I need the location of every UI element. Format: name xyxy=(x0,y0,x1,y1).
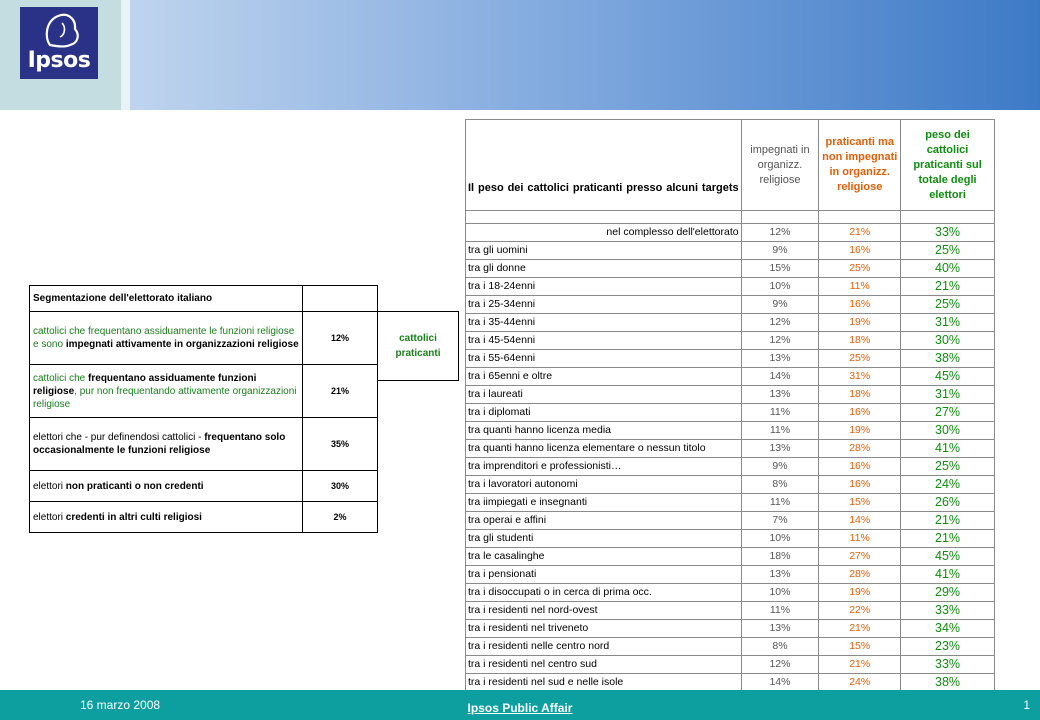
target-label: tra i residenti nel triveneto xyxy=(466,620,742,638)
peso-value: 21% xyxy=(901,530,995,548)
impegnati-value: 15% xyxy=(741,260,819,278)
praticanti-value: 15% xyxy=(819,494,901,512)
table-row xyxy=(466,656,995,674)
header-targets: Il peso dei cattolici praticanti presso alcuni targets xyxy=(466,120,742,211)
impegnati-value: 9% xyxy=(741,242,819,260)
peso-value: 25% xyxy=(901,296,995,314)
praticanti-value: 11% xyxy=(819,530,901,548)
impegnati-value: 8% xyxy=(741,638,819,656)
praticanti-value: 16% xyxy=(819,296,901,314)
table-row xyxy=(466,260,995,278)
table-row xyxy=(466,368,995,386)
praticanti-value: 19% xyxy=(819,422,901,440)
table-row xyxy=(466,674,995,692)
spacer-cell xyxy=(741,211,819,224)
praticanti-value: 19% xyxy=(819,584,901,602)
segmentation-text-part: elettori xyxy=(33,511,66,523)
target-label: tra operai e affini xyxy=(466,512,742,530)
peso-value: 41% xyxy=(901,566,995,584)
segmentation-value: 30% xyxy=(303,471,378,502)
target-label: tra i disoccupati o in cerca di prima occ. xyxy=(466,584,742,602)
impegnati-value: 11% xyxy=(741,422,819,440)
impegnati-value: 11% xyxy=(741,602,819,620)
ipsos-logo xyxy=(20,7,98,79)
segmentation-description xyxy=(30,471,303,502)
impegnati-value: 18% xyxy=(741,548,819,566)
praticanti-value: 16% xyxy=(819,242,901,260)
praticanti-value: 16% xyxy=(819,404,901,422)
target-label: tra i residenti nelle centro nord xyxy=(466,638,742,656)
peso-value: 41% xyxy=(901,440,995,458)
target-label: tra quanti hanno licenza elementare o nessun titolo xyxy=(466,440,742,458)
spacer-cell xyxy=(466,211,742,224)
segmentation-header-row xyxy=(30,286,378,312)
segmentation-row xyxy=(30,471,378,502)
target-label: tra i 35-44enni xyxy=(466,314,742,332)
segmentation-text-part: non praticanti o non credenti xyxy=(65,480,204,492)
segmentation-row xyxy=(30,418,378,471)
impegnati-value: 12% xyxy=(741,314,819,332)
table-row xyxy=(466,350,995,368)
praticanti-value: 16% xyxy=(819,476,901,494)
segmentation-text-part: credenti in altri culti religiosi xyxy=(65,511,202,523)
table-row xyxy=(466,386,995,404)
peso-value: 21% xyxy=(901,278,995,296)
impegnati-value: 13% xyxy=(741,350,819,368)
segmentation-text-part: cattolici che xyxy=(33,372,89,384)
table-row xyxy=(466,548,995,566)
table-row xyxy=(466,638,995,656)
peso-value: 38% xyxy=(901,350,995,368)
table-row xyxy=(466,422,995,440)
segmentation-text-part: elettori xyxy=(33,480,66,492)
impegnati-value: 12% xyxy=(741,332,819,350)
peso-value: 30% xyxy=(901,332,995,350)
table-row xyxy=(466,224,995,242)
segmentation-text-part: frequentano assiduamente funzioni religiose xyxy=(33,372,257,397)
table-row xyxy=(466,602,995,620)
target-label: tra i laureati xyxy=(466,386,742,404)
praticanti-value: 11% xyxy=(819,278,901,296)
segmentation-value: 35% xyxy=(303,418,378,471)
impegnati-value: 13% xyxy=(741,386,819,404)
table-row xyxy=(466,458,995,476)
segmentation-text-part: cattolici che frequentano assiduamente le funzioni religiose e sono xyxy=(33,326,295,350)
impegnati-value: 12% xyxy=(741,656,819,674)
peso-value: 21% xyxy=(901,512,995,530)
target-label: tra i 45-54enni xyxy=(466,332,742,350)
peso-value: 45% xyxy=(901,368,995,386)
praticanti-value: 16% xyxy=(819,458,901,476)
impegnati-value: 13% xyxy=(741,620,819,638)
impegnati-value: 10% xyxy=(741,530,819,548)
header-peso: peso dei cattolici praticanti sul totale degli elettori xyxy=(901,120,995,211)
target-label: tra i 55-64enni xyxy=(466,350,742,368)
table-row xyxy=(466,332,995,350)
targets-header-row xyxy=(466,120,995,211)
praticanti-value: 31% xyxy=(819,368,901,386)
peso-value: 25% xyxy=(901,242,995,260)
peso-value: 45% xyxy=(901,548,995,566)
impegnati-value: 9% xyxy=(741,458,819,476)
peso-value: 31% xyxy=(901,314,995,332)
table-row xyxy=(466,494,995,512)
segmentation-row xyxy=(30,312,378,365)
peso-value: 33% xyxy=(901,224,995,242)
peso-value: 23% xyxy=(901,638,995,656)
praticanti-value: 22% xyxy=(819,602,901,620)
impegnati-value: 10% xyxy=(741,278,819,296)
table-row xyxy=(466,296,995,314)
peso-value: 26% xyxy=(901,494,995,512)
praticanti-value: 18% xyxy=(819,332,901,350)
table-row xyxy=(466,440,995,458)
footer xyxy=(0,690,1040,720)
praticanti-value: 21% xyxy=(819,620,901,638)
peso-value: 40% xyxy=(901,260,995,278)
table-row xyxy=(466,404,995,422)
segmentation-text-part: frequentano solo occasionalmente le funzioni religiose xyxy=(33,432,286,456)
target-label: tra i 65enni e oltre xyxy=(466,368,742,386)
peso-value: 27% xyxy=(901,404,995,422)
impegnati-value: 9% xyxy=(741,296,819,314)
praticanti-value: 18% xyxy=(819,386,901,404)
spacer-cell xyxy=(819,211,901,224)
segmentation-header-empty xyxy=(303,286,378,312)
impegnati-value: 13% xyxy=(741,440,819,458)
header-band xyxy=(0,0,1040,110)
impegnati-value: 13% xyxy=(741,566,819,584)
praticanti-value: 28% xyxy=(819,440,901,458)
table-row xyxy=(466,476,995,494)
header-impegnati: impegnati in organizz. religiose xyxy=(741,120,819,211)
spacer-row xyxy=(466,211,995,224)
segmentation-text-part: impegnati attivamente in organizzazioni religiose xyxy=(65,339,299,350)
table-row xyxy=(466,584,995,602)
target-label: nel complesso dell'elettorato xyxy=(466,224,742,242)
segmentation-value: 12% xyxy=(303,312,378,365)
brace-label-text: cattolici praticanti xyxy=(395,333,441,359)
peso-value: 30% xyxy=(901,422,995,440)
impegnati-value: 14% xyxy=(741,674,819,692)
praticanti-value: 14% xyxy=(819,512,901,530)
logo-text: Ipsos xyxy=(27,48,91,73)
footer-date: 16 marzo 2008 xyxy=(80,698,161,712)
target-label: tra iimpiegati e insegnanti xyxy=(466,494,742,512)
peso-value: 31% xyxy=(901,386,995,404)
brace-label xyxy=(377,311,459,381)
target-label: tra i residenti nel nord-ovest xyxy=(466,602,742,620)
impegnati-value: 8% xyxy=(741,476,819,494)
peso-value: 38% xyxy=(901,674,995,692)
impegnati-value: 11% xyxy=(741,494,819,512)
target-label: tra i 25-34enni xyxy=(466,296,742,314)
peso-value: 24% xyxy=(901,476,995,494)
table-row xyxy=(466,530,995,548)
segmentation-description xyxy=(30,365,303,418)
target-label: tra i residenti nel centro sud xyxy=(466,656,742,674)
peso-value: 34% xyxy=(901,620,995,638)
target-label: tra gli uomini xyxy=(466,242,742,260)
segmentation-description xyxy=(30,418,303,471)
target-label: tra gli studenti xyxy=(466,530,742,548)
target-label: tra i diplomati xyxy=(466,404,742,422)
praticanti-value: 21% xyxy=(819,656,901,674)
praticanti-value: 25% xyxy=(819,260,901,278)
footer-title: Ipsos Public Affair xyxy=(467,701,573,715)
impegnati-value: 11% xyxy=(741,404,819,422)
impegnati-value: 7% xyxy=(741,512,819,530)
segmentation-row xyxy=(30,365,378,418)
impegnati-value: 14% xyxy=(741,368,819,386)
target-label: tra i lavoratori autonomi xyxy=(466,476,742,494)
target-label: tra i 18-24enni xyxy=(466,278,742,296)
praticanti-value: 15% xyxy=(819,638,901,656)
table-row xyxy=(466,314,995,332)
table-row xyxy=(466,278,995,296)
praticanti-value: 28% xyxy=(819,566,901,584)
segmentation-text-part: elettori che - pur definendosi cattolici - xyxy=(33,432,205,443)
table-row xyxy=(466,566,995,584)
target-label: tra quanti hanno licenza media xyxy=(466,422,742,440)
praticanti-value: 25% xyxy=(819,350,901,368)
table-row xyxy=(466,620,995,638)
target-label: tra i residenti nel sud e nelle isole xyxy=(466,674,742,692)
praticanti-value: 27% xyxy=(819,548,901,566)
segmentation-title: Segmentazione dell'elettorato italiano xyxy=(30,286,303,312)
peso-value: 33% xyxy=(901,602,995,620)
logo-divider xyxy=(121,0,130,110)
target-label: tra i pensionati xyxy=(466,566,742,584)
segmentation-value: 21% xyxy=(303,365,378,418)
praticanti-value: 19% xyxy=(819,314,901,332)
segmentation-row xyxy=(30,502,378,533)
peso-value: 25% xyxy=(901,458,995,476)
segmentation-table xyxy=(29,285,378,533)
spacer-cell xyxy=(901,211,995,224)
segmentation-description xyxy=(30,502,303,533)
header-praticanti: praticanti ma non impegnati in organizz. religiose xyxy=(819,120,901,211)
peso-value: 33% xyxy=(901,656,995,674)
page-number: 1 xyxy=(1023,698,1030,712)
praticanti-value: 21% xyxy=(819,224,901,242)
table-row xyxy=(466,512,995,530)
target-label: tra gli donne xyxy=(466,260,742,278)
targets-table xyxy=(465,119,995,692)
impegnati-value: 10% xyxy=(741,584,819,602)
table-row xyxy=(466,242,995,260)
target-label: tra le casalinghe xyxy=(466,548,742,566)
segmentation-text-part: , pur non frequentando attivamente organizzazioni religiose xyxy=(33,385,297,410)
praticanti-value: 24% xyxy=(819,674,901,692)
target-label: tra imprenditori e professionisti… xyxy=(466,458,742,476)
peso-value: 29% xyxy=(901,584,995,602)
segmentation-value: 2% xyxy=(303,502,378,533)
impegnati-value: 12% xyxy=(741,224,819,242)
segmentation-description xyxy=(30,312,303,365)
